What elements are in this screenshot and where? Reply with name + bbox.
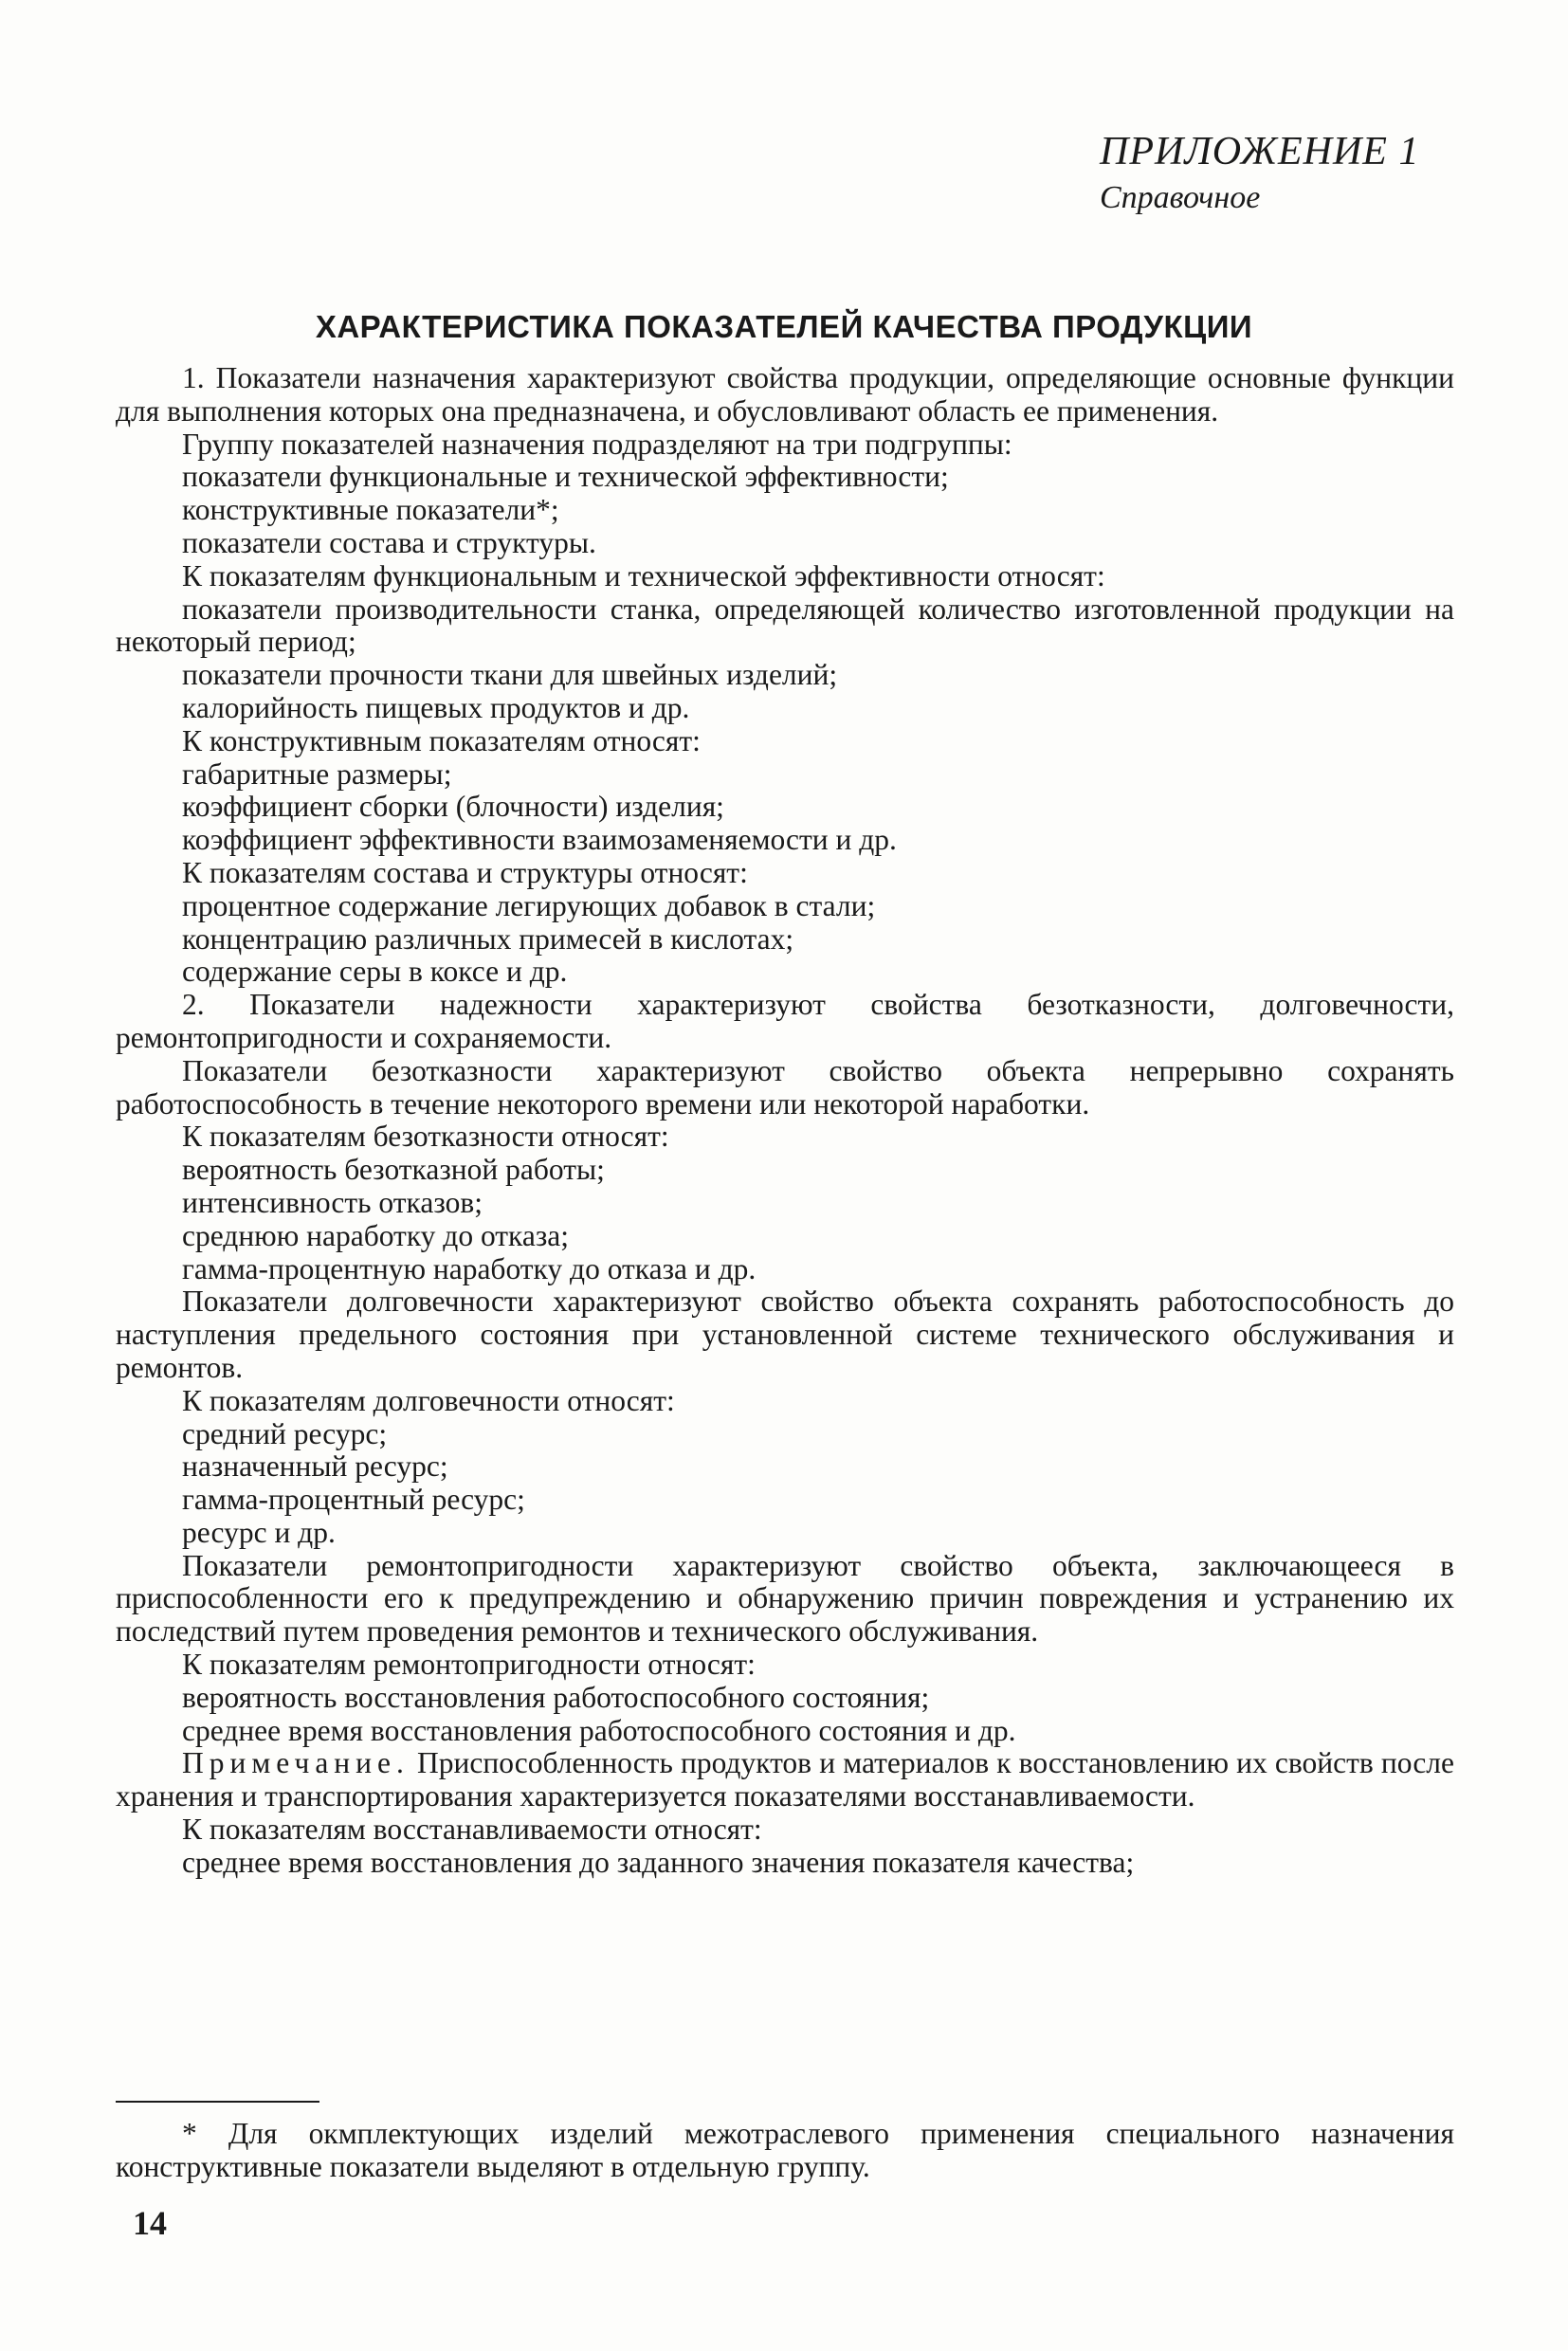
list-item: процентное содержание легирующих добавок в стали; [182, 888, 876, 922]
list-item: показатели функциональные и технической эффективности; [182, 460, 949, 494]
footnote-text: * Для окмплектующих изделий межотраслевого применения специального назначения конструктивные показатели выделяют в отдельную группу. [116, 2117, 1454, 2183]
paragraph: 2. Показатели надежности характеризуют свойства безотказности, долговечности, ремонтопригодности и сохраняемости. [116, 988, 1454, 1054]
paragraph: К показателям безотказности относят: [182, 1120, 669, 1154]
list-item: вероятность восстановления работоспособного состояния; [182, 1680, 930, 1714]
paragraph: показатели производительности станка, определяющей количество изготовленной продукции на некоторый период; [116, 592, 1454, 659]
paragraph: К конструктивным показателям относят: [182, 723, 701, 757]
page-number: 14 [133, 2204, 167, 2242]
list-item: интенсивность отказов; [182, 1185, 483, 1219]
appendix-label: ПРИЛОЖЕНИЕ 1 [1100, 130, 1420, 173]
list-item: среднее время восстановления работоспособного состояния и др. [182, 1713, 1016, 1747]
list-item: назначенный ресурс; [182, 1449, 448, 1484]
note-paragraph [116, 1747, 1454, 1813]
list-item: коэффициент сборки (блочности) изделия; [182, 790, 724, 824]
reference-label: Справочное [1100, 180, 1261, 215]
paragraph: Показатели долговечности характеризуют свойство объекта сохранять работоспособность до наступления предельного состояния при установленной системе технического обслуживания и ремонтов. [116, 1285, 1454, 1384]
footnote-divider [116, 2101, 319, 2103]
list-item: гамма-процентную наработку до отказа и др. [182, 1251, 757, 1285]
list-item: показатели прочности ткани для швейных изделий; [182, 658, 838, 692]
list-item: конструктивные показатели*; [182, 493, 559, 527]
paragraph: К показателям состава и структуры относят: [182, 855, 748, 889]
list-item: средний ресурс; [182, 1416, 388, 1450]
list-item: калорийность пищевых продуктов и др. [182, 690, 690, 724]
note-label: Примечание. [182, 1746, 410, 1780]
list-item: концентрацию различных примесей в кислотах; [182, 921, 794, 956]
page-title: ХАРАКТЕРИСТИКА ПОКАЗАТЕЛЕЙ КАЧЕСТВА ПРОДУКЦИИ [315, 309, 1253, 344]
list-item: габаритные размеры; [182, 756, 452, 791]
paragraph: 1. Показатели назначения характеризуют свойства продукции, определяющие основные функции для выполнения которых она предназначена, и обусловливают область ее применения. [116, 361, 1454, 428]
paragraph: К показателям восстанавливаемости относят: [182, 1813, 762, 1847]
body-text [116, 362, 1454, 1880]
footnote [116, 2118, 1454, 2184]
list-item: показатели состава и структуры. [182, 525, 596, 559]
paragraph: К показателям функциональным и технической эффективности относят: [182, 558, 1105, 592]
list-item: среднее время восстановления до заданного значения показателя качества; [182, 1845, 1135, 1879]
list-item: коэффициент эффективности взаимозаменяемости и др. [182, 823, 897, 857]
paragraph: Показатели ремонтопригодности характеризуют свойство объекта, заключающееся в приспособленности его к предупреждению и обнаружению причин повреждения и устранению их последствий путем проведения ремонтов и технического обслуживания. [116, 1548, 1454, 1649]
list-item: ресурс и др. [182, 1515, 336, 1549]
paragraph: Группу показателей назначения подразделяют на три подгруппы: [182, 427, 1012, 461]
list-item: гамма-процентный ресурс; [182, 1483, 525, 1517]
list-item: вероятность безотказной работы; [182, 1153, 605, 1187]
list-item: содержание серы в коксе и др. [182, 955, 568, 989]
paragraph: Показатели безотказности характеризуют свойство объекта непрерывно сохранять работоспособность в течение некоторого времени или некоторой наработки. [116, 1053, 1454, 1121]
paragraph: К показателям долговечности относят: [182, 1383, 675, 1417]
paragraph: К показателям ремонтопригодности относят: [182, 1648, 756, 1682]
list-item: среднюю наработку до отказа; [182, 1218, 570, 1252]
note-text: Приспособленность продуктов и материалов к восстановлению их свойств после хранения и транспортирования характеризуется показателями восстанавливаемости. [116, 1746, 1454, 1813]
